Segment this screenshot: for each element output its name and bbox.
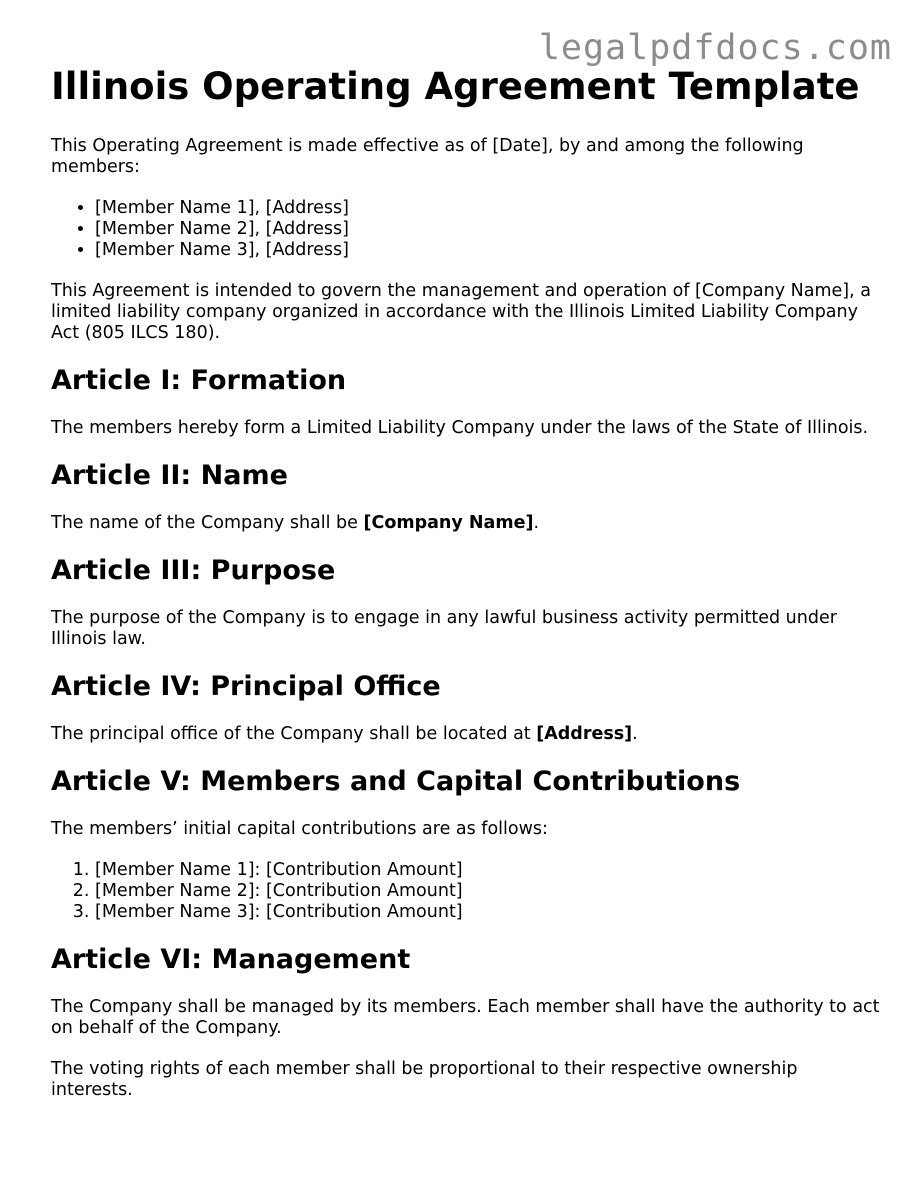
article-5-heading: Article V: Members and Capital Contributions (51, 766, 741, 797)
article-6-text-1: The Company shall be managed by its members. Each member shall have the authority to act on behalf of the Company. (51, 997, 880, 1038)
article-2-text-after: . (533, 513, 540, 533)
article-1-text: The members hereby form a Limited Liability Company under the laws of the State of Illinois. (51, 418, 869, 438)
list-item: • [Member Name 1], [Address] (95, 198, 881, 219)
article-4-text (51, 724, 881, 745)
article-2-heading: Article II: Name (51, 460, 288, 491)
article-6-text-2: The voting rights of each member shall be proportional to their respective ownership interests. (51, 1059, 798, 1100)
article-4-text-after: . (632, 724, 638, 744)
members-list (51, 198, 881, 261)
article-2-text (51, 513, 881, 534)
list-item: • [Member Name 2], [Address] (95, 219, 881, 240)
article-6-heading: Article VI: Management (51, 944, 411, 975)
article-1-heading: Article I: Formation (51, 365, 347, 396)
article-3-text: The purpose of the Company is to engage in any lawful business activity permitted under Illinois law. (51, 608, 837, 649)
list-item: 1. [Member Name 1]: [Contribution Amount] (95, 860, 881, 881)
intro-paragraph: This Operating Agreement is made effective as of [Date], by and among the following members: (51, 136, 804, 177)
document-title: Illinois Operating Agreement Template (51, 65, 860, 108)
address-placeholder: [Address] (536, 724, 633, 744)
article-3-heading: Article III: Purpose (51, 555, 336, 586)
article-2-text-before: The name of the Company shall be (51, 513, 364, 533)
company-name-placeholder: [Company Name] (363, 513, 534, 533)
list-item: • [Member Name 3], [Address] (95, 240, 881, 261)
article-4-text-before: The principal office of the Company shall be located at (51, 724, 537, 744)
watermark: legalpdfdocs.com (538, 28, 892, 68)
list-item: 3. [Member Name 3]: [Contribution Amount] (95, 902, 881, 923)
article-4-heading: Article IV: Principal Office (51, 671, 441, 702)
list-item: 2. [Member Name 2]: [Contribution Amount] (95, 881, 881, 902)
purpose-paragraph: This Agreement is intended to govern the management and operation of [Company Name], a limited liability company organized in accordance with the Illinois Limited Liability Company Act (805 ILCS 180). (51, 281, 871, 343)
contributions-list (51, 860, 881, 923)
article-5-text: The members’ initial capital contributions are as follows: (51, 819, 548, 839)
document-page (51, 64, 881, 1121)
